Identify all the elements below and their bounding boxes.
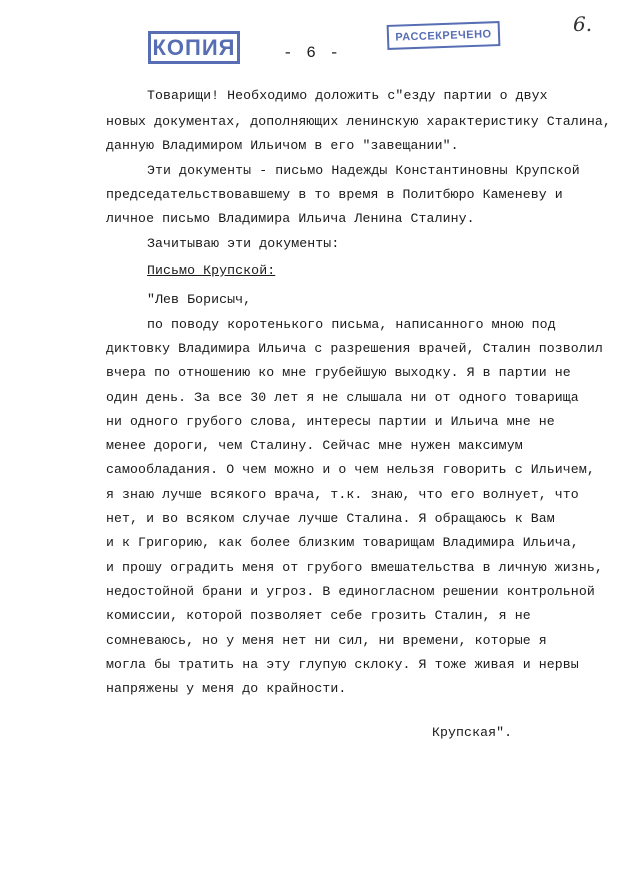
text-line: новых документах, дополняющих ленинскую характеристику Сталина, — [106, 114, 611, 129]
text-line: самообладания. О чем можно и о чем нельзя говорить с Ильичем, — [106, 462, 595, 477]
text-line: могла бы тратить на эту глупую склоку. Я тоже живая и нервы — [106, 657, 579, 672]
text-line: по поводу коротенького письма, написанного мною под — [147, 317, 556, 332]
letter-salutation: "Лев Борисыч, — [147, 292, 252, 307]
letter-heading: Письмо Крупской: — [147, 263, 276, 278]
text-line: и прошу оградить меня от грубого вмешательства в личную жизнь, — [106, 560, 603, 575]
text-line: председательствовавшему в то время в Политбюро Каменеву и — [106, 187, 563, 202]
text-line: комиссии, которой позволяет себе грозить Сталин, я не — [106, 608, 531, 623]
text-line: ни одного грубого слова, интересы партии и Ильича мне не — [106, 414, 555, 429]
text-line: Эти документы - письмо Надежды Константиновны Крупской — [147, 163, 580, 178]
declassified-stamp: РАССЕКРЕЧЕНО — [387, 21, 501, 50]
page-number-typed: - 6 - — [283, 44, 342, 62]
text-line: недостойной брани и угроз. В единогласном решении контрольной — [106, 584, 595, 599]
text-line: Зачитываю эти документы: — [147, 236, 340, 251]
text-line: вчера по отношению ко мне грубейшую выходку. Я в партии не — [106, 365, 571, 380]
text-line: личное письмо Владимира Ильича Ленина Сталину. — [106, 211, 475, 226]
text-line: менее дороги, чем Сталину. Сейчас мне нужен максимум — [106, 438, 523, 453]
page-number-handwritten: 6. — [573, 12, 593, 36]
signature: Крупская". — [432, 725, 513, 740]
text-line: нет, и во всяком случае лучше Сталина. Я обращаюсь к Вам — [106, 511, 555, 526]
text-line: Товарищи! Необходимо доложить с"езду партии о двух — [147, 88, 548, 103]
text-line: напряжены у меня до крайности. — [106, 681, 347, 696]
text-line: данную Владимиром Ильичом в его "завещании". — [106, 138, 459, 153]
text-line: и к Григорию, как более близким товарищам Владимира Ильича, — [106, 535, 579, 550]
text-line: диктовку Владимира Ильича с разрешения врачей, Сталин позволил — [106, 341, 603, 356]
copy-stamp: КОПИЯ — [148, 31, 240, 64]
text-line: я знаю лучше всякого врача, т.к. знаю, что его волнует, что — [106, 487, 579, 502]
text-line: один день. За все 30 лет я не слышала ни от одного товарища — [106, 390, 579, 405]
text-line: сомневаюсь, но у меня нет ни сил, ни времени, которые я — [106, 633, 547, 648]
